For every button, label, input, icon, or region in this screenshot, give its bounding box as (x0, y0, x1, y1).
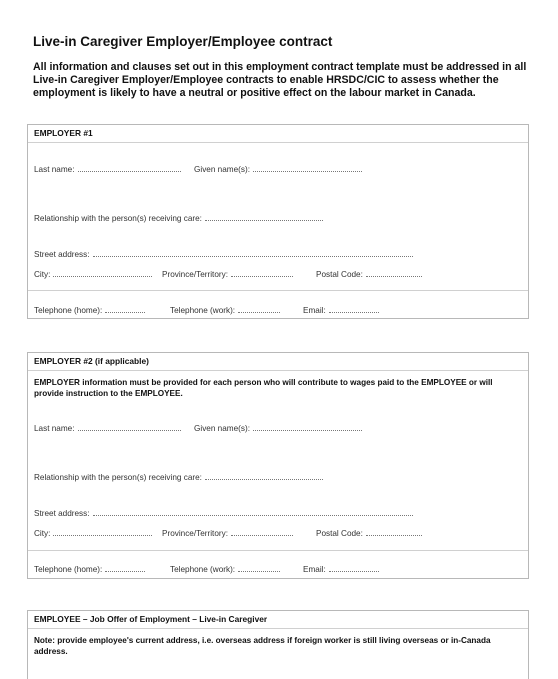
given-names-blank[interactable] (253, 424, 362, 431)
employer2-email[interactable] (303, 565, 379, 574)
email-blank[interactable] (329, 565, 379, 572)
street-label: Street address: (34, 509, 90, 518)
employer1-postal[interactable] (316, 270, 422, 279)
employer2-relationship[interactable] (34, 473, 323, 482)
street-blank[interactable] (93, 509, 413, 516)
province-label: Province/Territory: (162, 529, 228, 538)
document-title: Live-in Caregiver Employer/Employee contract (33, 34, 333, 49)
last-name-blank[interactable] (78, 165, 181, 172)
tel-work-label: Telephone (work): (170, 565, 236, 574)
employer2-postal[interactable] (316, 529, 422, 538)
relationship-blank[interactable] (205, 473, 323, 480)
employer2-heading: EMPLOYER #2 (if applicable) (34, 356, 149, 366)
employer2-province[interactable] (162, 529, 293, 538)
employer1-province[interactable] (162, 270, 293, 279)
postal-label: Postal Code: (316, 270, 363, 279)
employer2-note: EMPLOYER information must be provided for each person who will contribute to wages paid to the EMPLOYEE or will provide instruction to the EMPLOYEE. (34, 378, 493, 398)
relationship-blank[interactable] (205, 214, 323, 221)
employer2-last-name[interactable] (34, 424, 181, 433)
employer2-street[interactable] (34, 509, 413, 518)
postal-blank[interactable] (366, 270, 422, 277)
relationship-label: Relationship with the person(s) receiving care: (34, 214, 202, 223)
employer1-section (27, 124, 529, 319)
city-label: City: (34, 529, 51, 538)
street-label: Street address: (34, 250, 90, 259)
employer1-relationship[interactable] (34, 214, 323, 223)
province-blank[interactable] (231, 529, 293, 536)
employee-section (27, 610, 529, 679)
employer2-tel-work[interactable] (170, 565, 280, 574)
employer1-city[interactable] (34, 270, 152, 279)
tel-work-label: Telephone (work): (170, 306, 236, 315)
city-label: City: (34, 270, 51, 279)
postal-blank[interactable] (366, 529, 422, 536)
employer1-tel-home[interactable] (34, 306, 145, 315)
last-name-blank[interactable] (78, 424, 181, 431)
employer1-street[interactable] (34, 250, 413, 259)
employer1-tel-work[interactable] (170, 306, 280, 315)
last-name-label: Last name: (34, 424, 75, 433)
given-names-label: Given name(s): (194, 424, 250, 433)
last-name-label: Last name: (34, 165, 75, 174)
tel-home-blank[interactable] (105, 306, 145, 313)
employer1-last-name[interactable] (34, 165, 181, 174)
employer2-given-names[interactable] (194, 424, 362, 433)
employer2-city[interactable] (34, 529, 152, 538)
tel-home-blank[interactable] (105, 565, 145, 572)
email-label: Email: (303, 306, 326, 315)
province-label: Province/Territory: (162, 270, 228, 279)
employer1-given-names[interactable] (194, 165, 362, 174)
intro-paragraph: All information and clauses set out in this employment contract template must be addressed in all Live-in Caregiver Employer/Employee contracts to enable HRSDC/CIC to assess whether the employment is likely to have a neutral or positive effect on the labour market in Canada. (33, 61, 527, 99)
tel-home-label: Telephone (home): (34, 306, 103, 315)
city-blank[interactable] (53, 529, 152, 536)
employer1-email[interactable] (303, 306, 379, 315)
postal-label: Postal Code: (316, 529, 363, 538)
given-names-label: Given name(s): (194, 165, 250, 174)
street-blank[interactable] (93, 250, 413, 257)
tel-home-label: Telephone (home): (34, 565, 103, 574)
city-blank[interactable] (53, 270, 152, 277)
employee-heading: EMPLOYEE – Job Offer of Employment – Live-in Caregiver (34, 614, 268, 624)
given-names-blank[interactable] (253, 165, 362, 172)
email-blank[interactable] (329, 306, 379, 313)
employer1-heading: EMPLOYER #1 (34, 128, 93, 138)
email-label: Email: (303, 565, 326, 574)
relationship-label: Relationship with the person(s) receiving care: (34, 473, 202, 482)
employee-note: Note: provide employee's current address, i.e. overseas address if foreign worker is still living overseas or in-Canada address. (34, 636, 491, 656)
tel-work-blank[interactable] (238, 306, 280, 313)
employer2-tel-home[interactable] (34, 565, 145, 574)
province-blank[interactable] (231, 270, 293, 277)
employer2-section (27, 352, 529, 579)
tel-work-blank[interactable] (238, 565, 280, 572)
